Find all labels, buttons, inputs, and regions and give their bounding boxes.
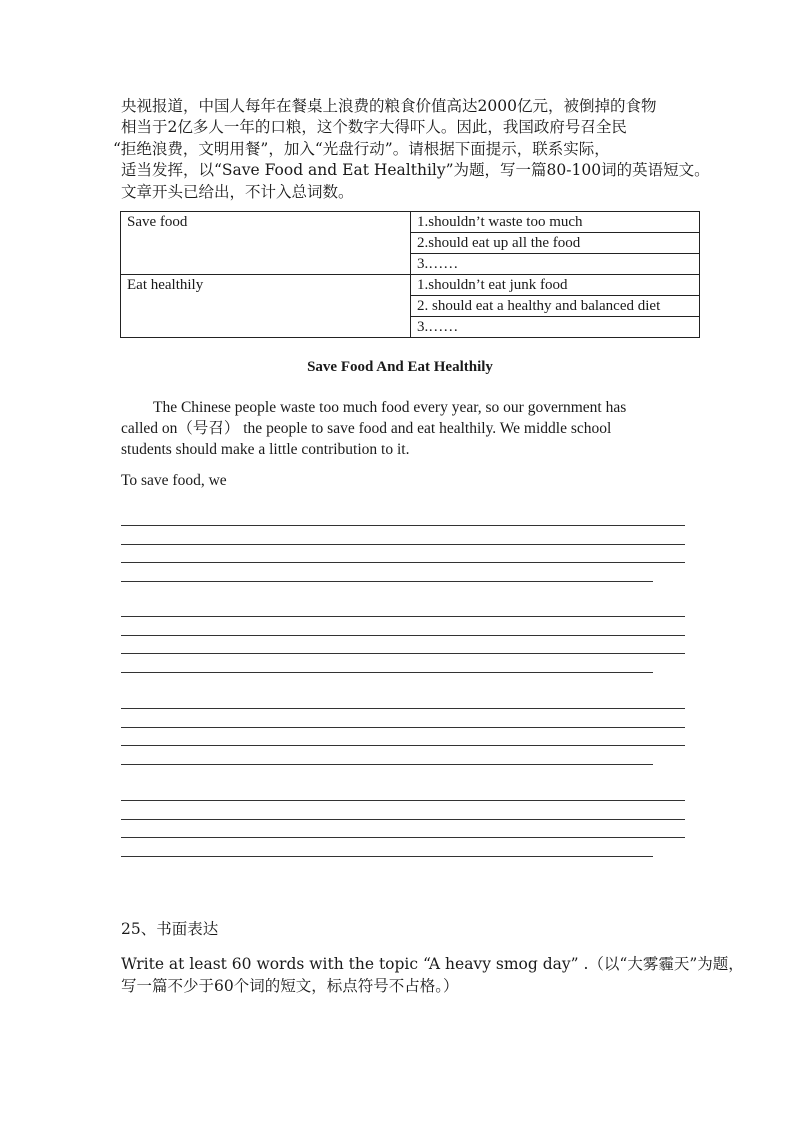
essay-line: called on（号召） the people to save food and eat healthily. We middle school (121, 420, 612, 437)
intro-line: 适当发挥，以“Save Food and Eat Healthily”为题，写一篇80-100词的英语短文。 (121, 161, 710, 180)
writing-line[interactable] (121, 708, 685, 709)
writing-line[interactable] (121, 562, 685, 563)
point-cell: 3.…… (411, 254, 700, 275)
writing-line[interactable] (121, 745, 685, 746)
essay-starter: To save food, we (121, 472, 227, 489)
essay-opening (121, 397, 681, 460)
writing-line[interactable] (121, 856, 653, 857)
point-cell: 2. should eat a healthy and balanced diet (411, 296, 700, 317)
writing-line[interactable] (121, 581, 653, 582)
writing-line[interactable] (121, 616, 685, 617)
writing-line[interactable] (121, 727, 685, 728)
writing-line[interactable] (121, 653, 685, 654)
topic-cell: Eat healthily (121, 275, 411, 338)
intro-line: 文章开头已给出，不计入总词数。 (121, 182, 354, 201)
point-cell: 1.shouldn’t waste too much (411, 212, 700, 233)
essay-line: The Chinese people waste too much food every year, so our government has (153, 399, 627, 416)
essay-title: Save Food And Eat Healthily (307, 359, 493, 375)
writing-line[interactable] (121, 819, 685, 820)
question-line: 写一篇不少于60个词的短文，标点符号不占格。） (121, 977, 459, 995)
intro-line: 央视报道，中国人每年在餐桌上浪费的粮食价值高达2000亿元，被倒掉的食物 (121, 97, 657, 115)
point-cell: 2.should eat up all the food (411, 233, 700, 254)
question-number: 25、书面表达 (121, 920, 219, 938)
writing-prompt-intro (113, 96, 710, 203)
intro-line: “拒绝浪费，文明用餐”，加入“光盘行动”。请根据下面提示，联系实际， (113, 139, 610, 158)
essay-line: students should make a little contribution to it. (121, 441, 410, 458)
question-25-prompt (121, 953, 744, 997)
point-cell: 3.…… (411, 317, 700, 338)
writing-line[interactable] (121, 672, 653, 673)
writing-line[interactable] (121, 764, 653, 765)
writing-line[interactable] (121, 635, 685, 636)
writing-line[interactable] (121, 800, 685, 801)
table-row (121, 275, 700, 296)
hint-table (120, 211, 700, 338)
writing-line[interactable] (121, 544, 685, 545)
writing-line[interactable] (121, 525, 685, 526)
point-cell: 1.shouldn’t eat junk food (411, 275, 700, 296)
table-row (121, 212, 700, 233)
question-line: Write at least 60 words with the topic “A heavy smog day” .（以“大雾霾天”为题， (121, 955, 744, 973)
topic-cell: Save food (121, 212, 411, 275)
intro-line: 相当于2亿多人一年的口粮，这个数字大得吓人。因此，我国政府号召全民 (121, 118, 627, 137)
writing-line[interactable] (121, 837, 685, 838)
